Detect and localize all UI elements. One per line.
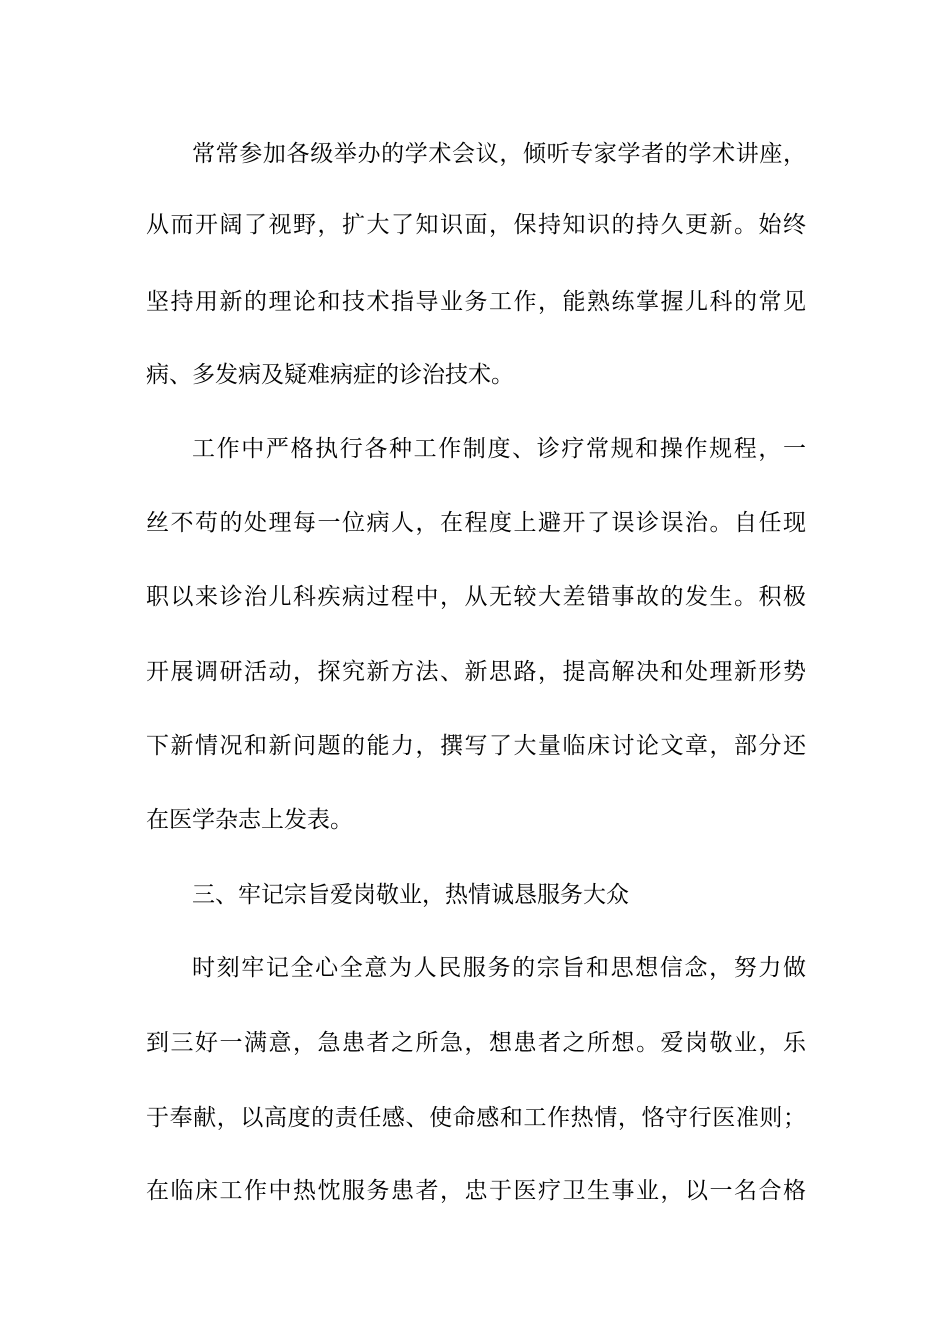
paragraph-line: 病、多发病及疑难病症的诊治技术。: [146, 362, 514, 388]
paragraph-line: 在医学杂志上发表。: [146, 807, 353, 833]
paragraph-line: 坚持用新的理论和技术指导业务工作，能熟练掌握儿科的常见: [146, 289, 806, 315]
paragraph-line: 时刻牢记全心全意为人民服务的宗旨和思想信念，努力做: [192, 955, 806, 981]
paragraph-line: 从而开阔了视野，扩大了知识面，保持知识的持久更新。始终: [146, 212, 806, 238]
paragraph-line: 丝不苟的处理每一位病人，在程度上避开了误诊误治。自任现: [146, 510, 806, 536]
paragraph-line: 工作中严格执行各种工作制度、诊疗常规和操作规程，一: [192, 436, 806, 462]
section-heading: 三、牢记宗旨爱岗敬业，热情诚恳服务大众: [192, 882, 629, 908]
paragraph-line: 下新情况和新问题的能力，撰写了大量临床讨论文章，部分还: [146, 733, 806, 759]
paragraph-line: 在临床工作中热忱服务患者，忠于医疗卫生事业，以一名合格: [146, 1178, 806, 1204]
paragraph-line: 于奉献，以高度的责任感、使命感和工作热情，恪守行医准则；: [146, 1105, 806, 1131]
paragraph-line: 到三好一满意，急患者之所急，想患者之所想。爱岗敬业，乐: [146, 1030, 806, 1056]
paragraph-line: 常常参加各级举办的学术会议，倾听专家学者的学术讲座，: [192, 141, 806, 167]
paragraph-line: 职以来诊治儿科疾病过程中，从无较大差错事故的发生。积极: [146, 584, 806, 610]
paragraph-line: 开展调研活动，探究新方法、新思路，提高解决和处理新形势: [146, 659, 806, 685]
